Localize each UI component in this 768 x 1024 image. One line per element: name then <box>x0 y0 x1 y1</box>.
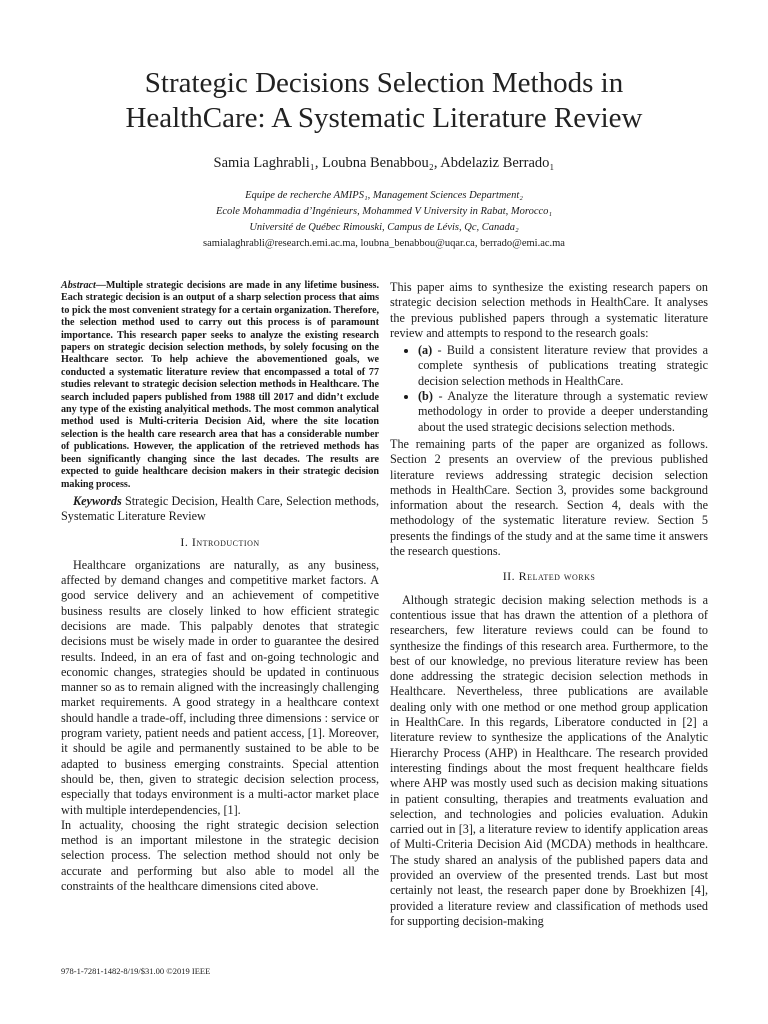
author-emails: samialaghrabli@research.emi.ac.ma, loubna_benabbou@uqar.ca, berrado@emi.ac.ma <box>203 238 565 249</box>
goal-text: - Build a consistent literature review that provides a complete synthesis of publications treating strategic decision selection methods in HealthCare. <box>418 343 708 388</box>
keywords <box>61 494 379 525</box>
affiliation-line: Université de Québec Rimouski, Campus de Lévis, Qc, Canada₂ <box>249 222 519 233</box>
copyright-footer: 978-1-7281-1482-8/19/$31.00 ©2019 IEEE <box>61 966 211 976</box>
aims-paragraph: This paper aims to synthesize the existing research papers on strategic decision selection methods in HealthCare. It analyses the previous published papers through a systematic literature review and attempts to respond to the research goals: <box>390 280 708 340</box>
research-goals-list <box>390 343 708 435</box>
title-line-2: HealthCare: A Systematic Literature Review <box>125 102 643 134</box>
section-heading-related-works: II. Related works <box>502 569 596 584</box>
goal-text: - Analyze the literature through a systematic review methodology in order to provide a deeper understanding about the used strategic decisions selection methods. <box>418 389 708 434</box>
intro-paragraph-2: In actuality, choosing the right strategic decision selection method is an important milestone in the strategic decision selection process. The selection method should not only be accurate and performing but also able to model all the constraints of the healthcare dimensions cited above. <box>61 817 379 894</box>
paper-title <box>40 66 728 136</box>
section-heading-introduction: I. Introduction <box>180 534 260 549</box>
author-list: Samia Laghrabli₁, Loubna Benabbou₂, Abdelaziz Berrado₁ <box>213 155 555 171</box>
affiliation-line: Ecole Mohammadia d’Ingénieurs, Mohammed V University in Rabat, Morocco₁ <box>215 206 553 217</box>
abstract-label: Abstract <box>61 280 96 291</box>
keywords-label: Keywords <box>73 493 122 508</box>
title-line-1: Strategic Decisions Selection Methods in <box>144 67 624 99</box>
list-item <box>418 343 708 389</box>
related-works-paragraph: Although strategic decision making selection methods is a contentious issue that has drawn the attention of a plethora of researchers, few literature reviews could can be found to synthesize the findings of this research area. Furthermore, to the best of our knowledge, no previous literature review has been done addressing the strategic decision selection methods in Healthcare. Nevertheless, three publications are available dealing only with one method or one method group application in HealthCare. In this regards, Liberatore conducted in [2] a literature review to synthesize the applications of the Analytic Hierarchy Process (AHP) in Healthcare. The research provided interesting findings about the most frequent healthcare fields where AHP was mostly used such as decision making situations in patient consulting, therapies and treatments evaluation and selection, and technologies and policies evaluation. Adukin carried out in [3], a literature review to identify application areas of Multi-Criteria Decision Aid (MCDA) methods in healthcare. The study shared an analysis of the published papers data and provided an overview of the presented trends. Last but most certainly not least, the research paper done by Broekhizen [4], provided a literature review and classification of methods used for supporting decision-making <box>390 592 708 928</box>
goal-label: (b) <box>418 389 433 404</box>
abstract-text: —Multiple strategic decisions are made in any lifetime business. Each strategic decision is an output of a sharp selection process that aims to pick the most convenient strategy for a certain organization. Therefore, the selection method used to carry out this process is of paramount importance. This research paper seeks to analyze the existing research papers on strategic decision selection methods, by solely focusing on the Healthcare sector. To help achieve the abovementioned goals, we conducted a systematic literature review that encompassed a total of 77 studies relevant to strategic decision selection methods in Healthcare. The search included papers published from 1988 till 2017 and didn’t exclude any type of the existing analyitical methods. The most common analytical method used is Multi-criteria Decision Aid, where the site location selection is the health care research area that has a considerable number of publications. However, the application of the retrieved methods has been significantly changing since the last decades. The results are expected to guide healthcare decision makers in their strategic decision making process. <box>61 280 379 490</box>
keywords-text: Strategic Decision, Health Care, Selection methods, Systematic Literature Review <box>61 493 379 524</box>
affiliation-line: Equipe de recherche AMIPS₁, Management Sciences Department₂ <box>245 190 523 201</box>
left-column <box>61 280 379 894</box>
organization-paragraph: The remaining parts of the paper are organized as follows. Section 2 presents an overview of the previous published literature reviews addressing strategic decision selection methods in HealthCare. Section 3, provides some background information about the research. Section 4, deals with the methodology of the systematic literature review. Section 5 presents the findings of the study and at the same time it answers the research questions. <box>390 436 708 559</box>
list-item <box>418 389 708 435</box>
affiliations <box>40 188 728 252</box>
intro-paragraph-1: Healthcare organizations are naturally, as any business, affected by demand changes and competitive market factors. A good service delivery and an achievement of competitive business results are closely linked to how efficient strategic decisions are made. This palpably denotes that strategic decisions must be wisely made in order to guarantee the desired results. Indeed, in an era of fast and on-going technologic and economic changes, strategies should be updated in continuous manner so as to remain aligned with the increasingly challenging market requirements. A good strategy in a healthcare context should handle a trade-off, including three dimensions : service or program variety, patient needs and patient access, [1]. Moreover, it should be agile and permanently sustained to be able to be adapted to business emerging constraints. Special attention should be, then, given to strategic decision selection process, especially that todays environment is a multi-actor market place with multiple interdependencies, [1]. <box>61 557 379 817</box>
abstract <box>61 280 379 491</box>
right-column <box>390 280 708 929</box>
goal-label: (a) <box>418 343 433 358</box>
